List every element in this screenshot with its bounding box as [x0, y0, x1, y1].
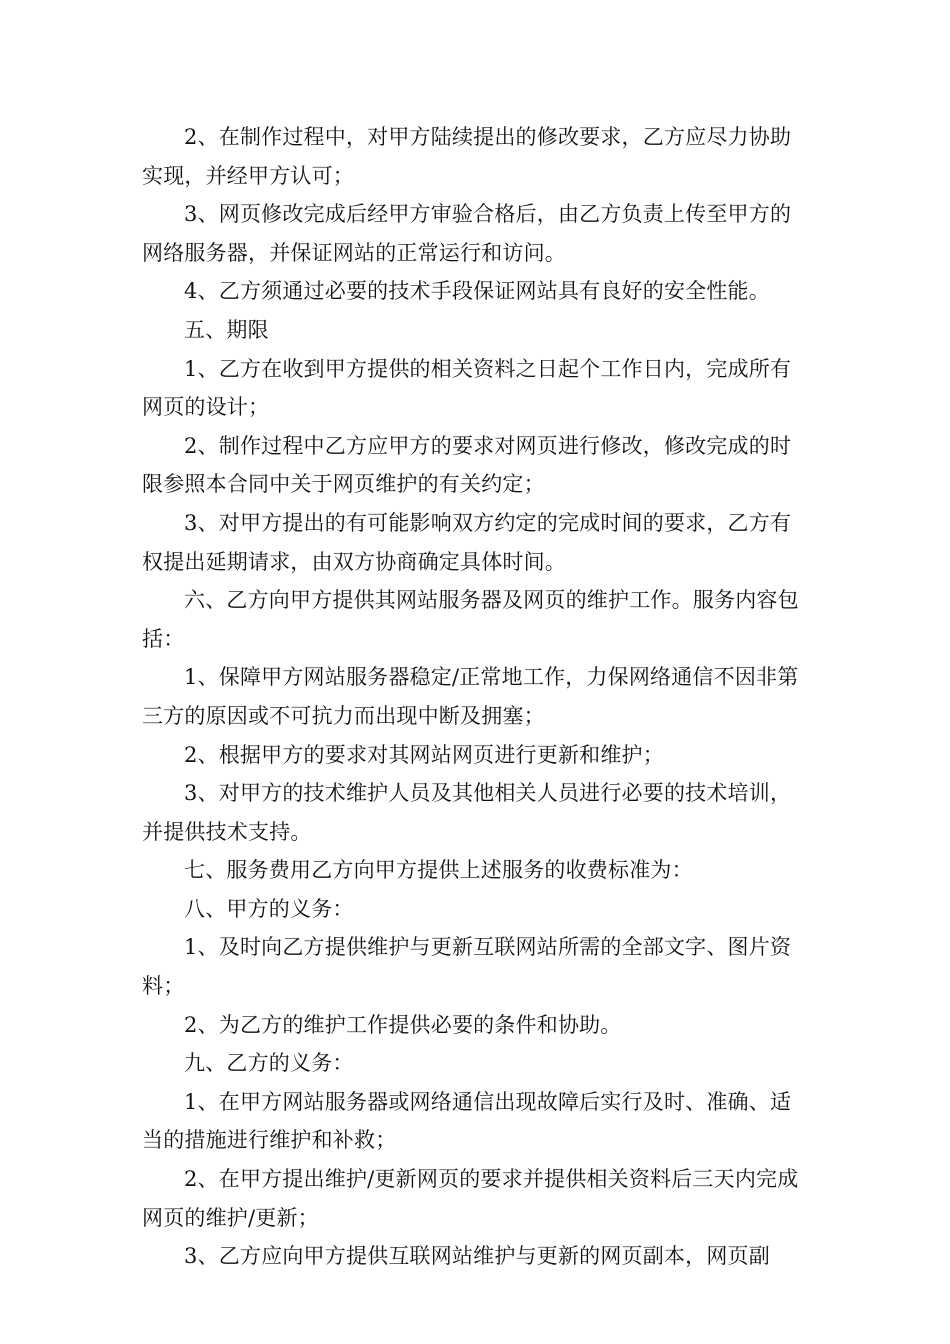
- section-heading-fees: 七、服务费用乙方向甲方提供上述服务的收费标准为：: [184, 858, 693, 883]
- document-body: [142, 118, 812, 1276]
- paragraph-update-maintain: 2、根据甲方的要求对其网站网页进行更新和维护；: [184, 742, 664, 767]
- paragraph-training: 3、对甲方的技术维护人员及其他相关人员进行必要的技术培训，并提供技术支持。: [142, 781, 792, 844]
- paragraph-security: 4、乙方须通过必要的技术手段保证网站具有良好的安全性能。: [184, 279, 770, 304]
- paragraph-extension-request: 3、对甲方提出的有可能影响双方约定的完成时间的要求，乙方有权提出延期请求，由双方协商确定具体时间。: [142, 510, 792, 574]
- paragraph-design-deadline: 1、乙方在收到甲方提供的相关资料之日起个工作日内，完成所有网页的设计；: [142, 356, 792, 420]
- paragraph-page-copies: 3、乙方应向甲方提供互联网站维护与更新的网页副本，网页副: [184, 1244, 770, 1269]
- paragraph-fault-response: 1、在甲方网站服务器或网络通信出现故障后实行及时、准确、适当的措施进行维护和补救；: [142, 1089, 792, 1153]
- paragraph-provide-conditions: 2、为乙方的维护工作提供必要的条件和协助。: [184, 1012, 622, 1037]
- section-heading-term: 五、期限: [184, 317, 269, 342]
- section-heading-party-a-duties: 八、甲方的义务：: [184, 896, 354, 921]
- paragraph-upload-server: 3、网页修改完成后经甲方审验合格后，由乙方负责上传至甲方的网络服务器，并保证网站的正常运行和访问。: [142, 202, 792, 265]
- paragraph-modification-deadline: 2、制作过程中乙方应甲方的要求对网页进行修改，修改完成的时限参照本合同中关于网页维护的有关约定；: [142, 433, 792, 497]
- section-heading-maintenance: 六、乙方向甲方提供其网站服务器及网页的维护工作。服务内容包括：: [142, 588, 799, 651]
- paragraph-provide-materials: 1、及时向乙方提供维护与更新互联网站所需的全部文字、图片资料；: [142, 935, 792, 999]
- paragraph-update-within-days: 2、在甲方提出维护/更新网页的要求并提供相关资料后三天内完成网页的维护/更新；: [142, 1167, 799, 1230]
- paragraph-server-stability: 1、保障甲方网站服务器稳定/正常地工作，力保网络通信不因非第三方的原因或不可抗力而出现中断及拥塞；: [142, 665, 799, 728]
- paragraph-modification-assist: 2、在制作过程中，对甲方陆续提出的修改要求，乙方应尽力协助实现，并经甲方认可；: [142, 125, 792, 188]
- section-heading-party-b-duties: 九、乙方的义务：: [184, 1051, 354, 1076]
